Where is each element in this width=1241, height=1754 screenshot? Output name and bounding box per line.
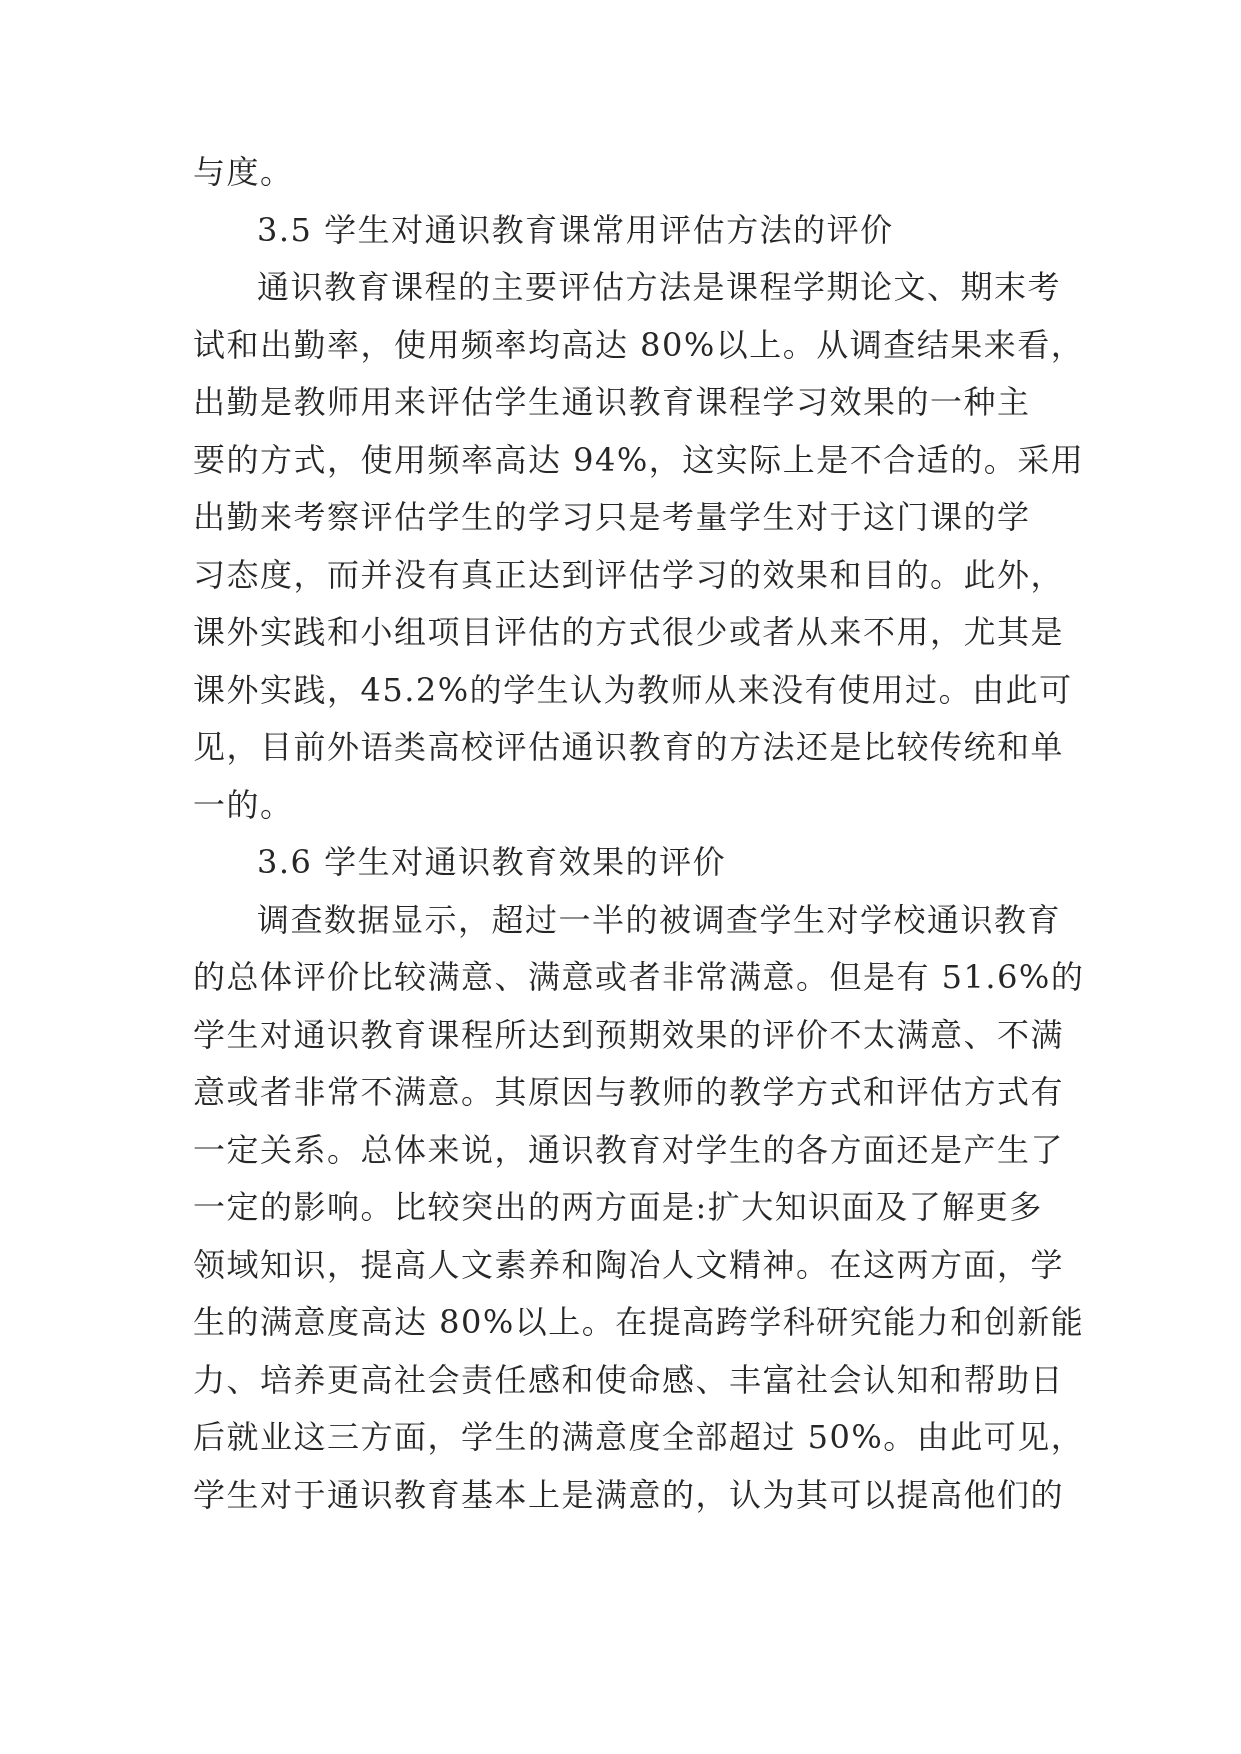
text-line: 习态度，而并没有真正达到评估学习的效果和目的。此外， (193, 555, 1065, 594)
text-line: 意或者非常不满意。其原因与教师的教学方式和评估方式有 (193, 1073, 1065, 1111)
document-body (193, 144, 1085, 1524)
text-line: 通识教育课程的主要评估方法是课程学期论文、期末考 (257, 268, 1062, 306)
text-line: 一定关系。总体来说，通识教育对学生的各方面还是产生了 (193, 1130, 1065, 1169)
text-line: 见，目前外语类高校评估通识教育的方法还是比较传统和单 (193, 728, 1065, 766)
section-heading-3-5: 3.5 学生对通识教育课常用评估方法的评价 (257, 210, 894, 249)
text-line: 领域知识，提高人文素养和陶冶人文精神。在这两方面，学 (193, 1245, 1065, 1284)
text-line: 出勤来考察评估学生的学习只是考量学生对于这门课的学 (193, 498, 1031, 536)
text-line: 一定的影响。比较突出的两方面是:扩大知识面及了解更多 (193, 1188, 1043, 1226)
text-line: 要的方式，使用频率高达 94%，这实际上是不合适的。采用 (193, 440, 1085, 479)
text-line: 学生对于通识教育基本上是满意的，认为其可以提高他们的 (193, 1475, 1065, 1514)
text-line: 出勤是教师用来评估学生通识教育课程学习效果的一种主 (193, 383, 1031, 421)
text-line: 力、培养更高社会责任感和使命感、丰富社会认知和帮助日 (193, 1360, 1065, 1399)
text-line: 调查数据显示，超过一半的被调查学生对学校通识教育 (257, 900, 1062, 939)
section-heading-3-6: 3.6 学生对通识教育效果的评价 (257, 843, 727, 881)
text-line: 试和出勤率，使用频率均高达 80%以上。从调查结果来看， (193, 325, 1085, 364)
text-line: 课外实践和小组项目评估的方式很少或者从来不用，尤其是 (193, 613, 1065, 651)
text-line: 后就业这三方面，学生的满意度全部超过 50%。由此可见， (193, 1418, 1085, 1456)
text-line: 学生对通识教育课程所达到预期效果的评价不太满意、不满 (193, 1015, 1065, 1054)
text-line: 生的满意度高达 80%以上。在提高跨学科研究能力和创新能 (193, 1303, 1085, 1341)
text-line: 课外实践，45.2%的学生认为教师从来没有使用过。由此可 (193, 670, 1073, 709)
text-line: 一的。 (193, 785, 294, 824)
text-line: 与度。 (193, 153, 294, 191)
text-line: 的总体评价比较满意、满意或者非常满意。但是有 51.6%的 (193, 958, 1085, 996)
